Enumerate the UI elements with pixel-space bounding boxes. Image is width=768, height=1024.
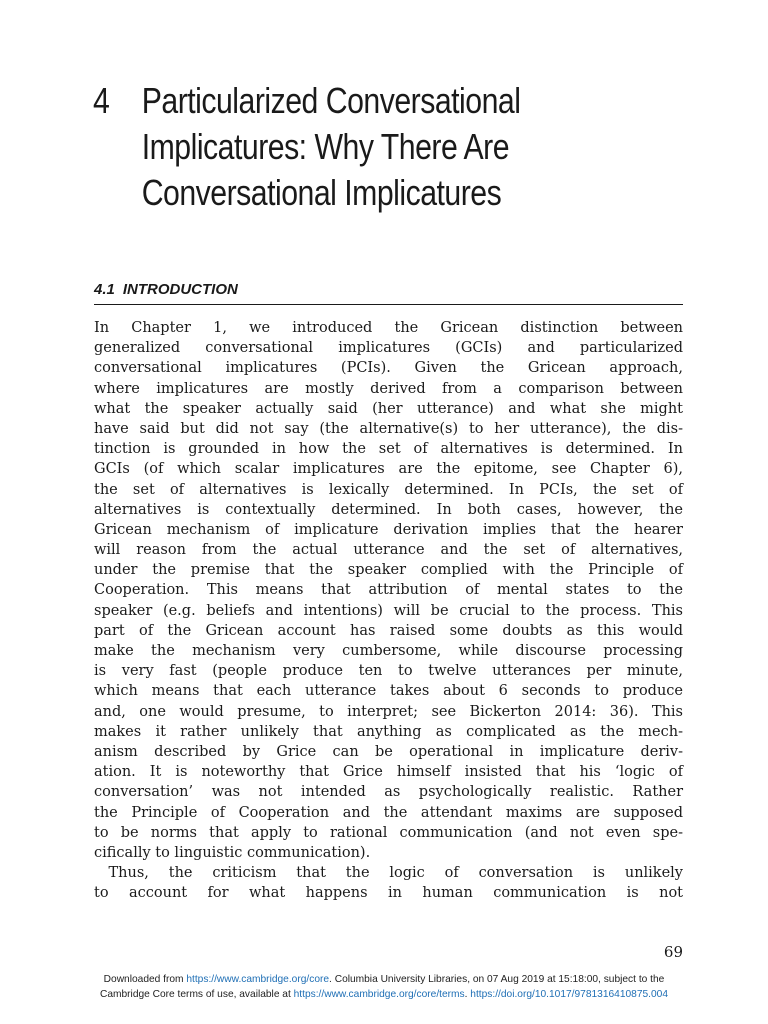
chapter-title-line: Implicatures: Why There Are [141,126,510,167]
section-number: 4.1 [94,281,115,298]
body-line: Gricean mechanism of implicature derivation implies that the hearer [94,521,683,538]
footer-line-2 [0,987,768,1002]
body-line: ation. It is noteworthy that Grice himself insisted that his ‘logic of [94,764,683,781]
body-line: part of the Gricean account has raised some doubts as this would [94,622,683,639]
body-line: make the mechanism very cumbersome, while discourse processing [94,643,683,659]
body-line: In Chapter 1, we introduced the Gricean distinction between [94,320,683,336]
body-line: the set of alternatives is lexically determined. In PCIs, the set of [94,481,683,498]
body-line: anism described by Grice can be operational in implicature deriv- [94,743,683,760]
body-line: makes it rather unlikely that anything as complicated as the mech- [94,723,683,740]
body-line: to be norms that apply to rational communication (and not even spe- [94,824,683,841]
footer-text: . [464,989,471,1000]
footer-line-1 [0,972,768,987]
body-line: conversation’ was not intended as psychologically realistic. Rather [94,784,683,801]
body-line: under the premise that the speaker complied with the Principle of [94,562,683,579]
section-title: INTRODUCTION [122,281,238,298]
terms-link[interactable]: https://www.cambridge.org/core/terms [293,989,465,1000]
section-heading [94,280,683,305]
download-footer [0,972,768,1002]
page-number: 69 [663,943,683,961]
chapter-title-line: Conversational Implicatures [141,172,502,213]
doi-link[interactable]: https://doi.org/10.1017/9781316410875.004 [470,989,668,1000]
footer-text: Cambridge Core terms of use, available at [99,989,294,1000]
body-line: which means that each utterance takes about 6 seconds to produce [94,683,683,700]
body-line: tinction is grounded in how the set of alternatives is determined. In [94,441,683,458]
body-paragraphs [94,318,683,903]
chapter-title-line: Particularized Conversational [141,80,521,121]
body-line: where implicatures are mostly derived from a comparison between [94,380,683,397]
body-line: what the speaker actually said (her utterance) and what she might [94,400,683,417]
chapter-title [142,78,521,216]
body-line: to account for what happens in human communication is not [94,885,683,902]
body-line: will reason from the actual utterance and the set of alternatives, [94,542,683,559]
body-line: alternatives is contextually determined. In both cases, however, the [94,501,683,518]
cambridge-core-link[interactable]: https://www.cambridge.org/core [186,974,330,985]
body-line: the Principle of Cooperation and the attendant maxims are supposed [94,804,683,821]
body-line: generalized conversational implicatures (GCIs) and particularized [94,340,683,357]
footer-text: Downloaded from [103,974,187,985]
body-line: is very fast (people produce ten to twelve utterances per minute, [94,663,683,680]
body-line: cifically to linguistic communication). [94,844,371,861]
footer-text: . Columbia University Libraries, on 07 Aug 2019 at 15:18:00, subject to the [329,974,665,985]
body-line: GCIs (of which scalar implicatures are the epitome, see Chapter 6), [94,461,683,478]
body-line: speaker (e.g. beliefs and intentions) will be crucial to the process. This [94,602,683,619]
chapter-number: 4 [93,80,110,121]
body-line: Cooperation. This means that attribution of mental states to the [94,582,683,599]
body-line: conversational implicatures (PCIs). Given the Gricean approach, [94,360,683,377]
body-line: and, one would presume, to interpret; see Bickerton 2014: 36). This [94,703,683,720]
body-line: have said but did not say (the alternative(s) to her utterance), the dis- [94,420,683,437]
body-line: Thus, the criticism that the logic of conversation is unlikely [94,865,683,882]
